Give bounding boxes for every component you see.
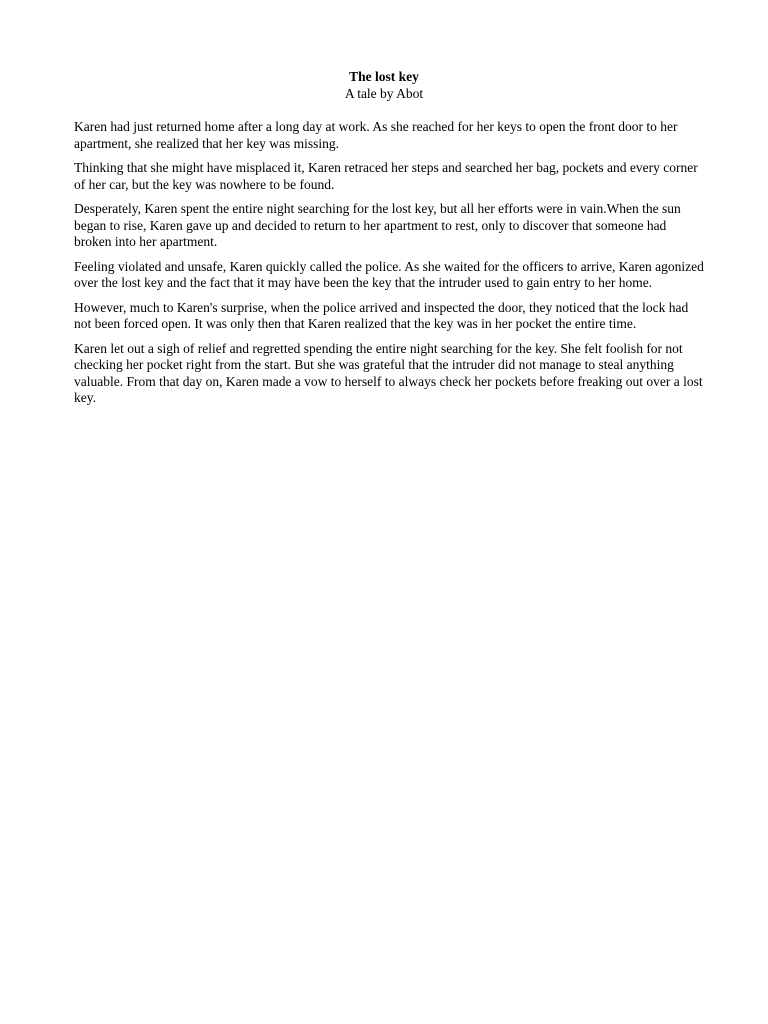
paragraph: However, much to Karen's surprise, when the police arrived and inspected the door, they noticed that the lock had not been forced open. It was only then that Karen realized that the key was in her pocket the entire time.	[74, 299, 689, 331]
document-body	[74, 119, 706, 415]
paragraph: Feeling violated and unsafe, Karen quickly called the police. As she waited for the officers to arrive, Karen agonized over the lost key and the fact that it may have been the key that the intruder used to gain entry to her home.	[74, 258, 704, 290]
paragraph: Karen let out a sigh of relief and regretted spending the entire night searching for the key. She felt foolish for not checking her pocket right from the start. But she was grateful that the intruder did not manage to steal anything valuable. From that day on, Karen made a vow to herself to always check her pockets before freaking out over a lost key.	[74, 340, 703, 405]
document-subtitle: A tale by Abot	[344, 86, 424, 101]
document-title: The lost key	[349, 69, 419, 84]
paragraph: Desperately, Karen spent the entire night searching for the lost key, but all her efforts were in vain.When the sun began to rise, Karen gave up and decided to return to her apartment to rest, only to discover that someone had broken into her apartment.	[74, 201, 681, 249]
paragraph: Karen had just returned home after a long day at work. As she reached for her keys to open the front door to her apartment, she realized that her key was missing.	[74, 119, 678, 151]
paragraph: Thinking that she might have misplaced it, Karen retraced her steps and searched her bag, pockets and every corner of her car, but the key was nowhere to be found.	[74, 160, 698, 192]
